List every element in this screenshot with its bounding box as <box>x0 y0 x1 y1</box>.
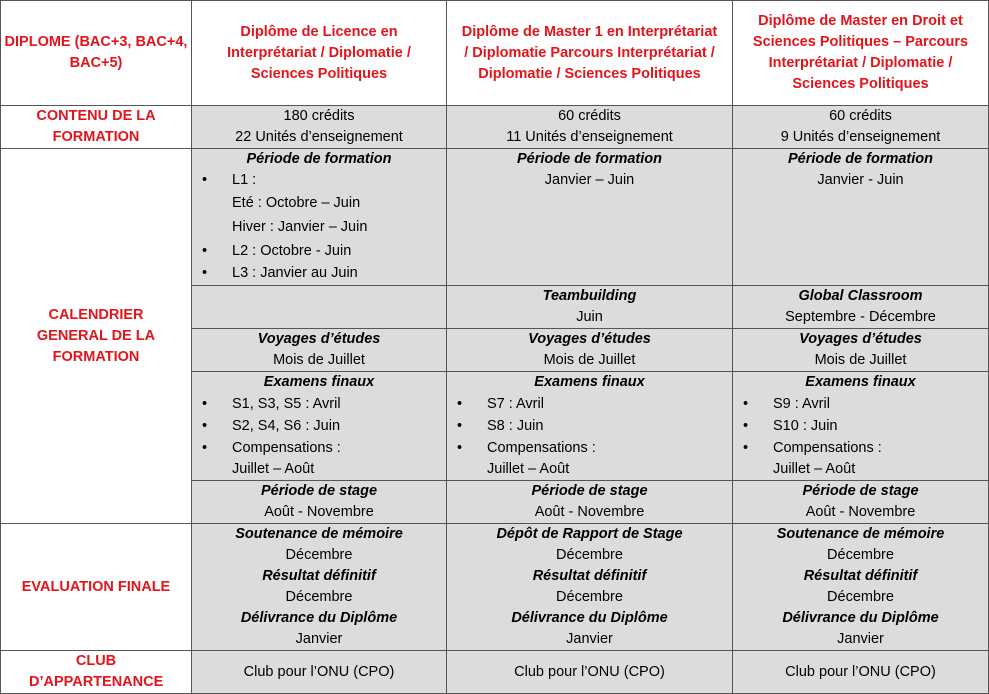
evaluation-row <box>1 524 989 651</box>
list-item: • S2, S4, S6 : Juin <box>192 416 446 437</box>
examens-licence: Examens finaux • S1, S3, S5 : Avril • S2, S4, S6 : Juin • Compensations : Juillet – Août <box>192 372 447 481</box>
list-item: Juillet – Août <box>773 461 856 477</box>
header-row <box>1 1 989 106</box>
contenu-master1: 60 crédits 11 Unités d’enseignement <box>447 106 733 149</box>
club-master: Club pour l’ONU (CPO) <box>733 651 989 694</box>
voyages-master1: Voyages d’études Mois de Juillet <box>447 329 733 372</box>
periode-licence-list <box>192 170 446 284</box>
list-item: Hiver : Janvier – Juin <box>232 219 368 235</box>
list-item: • S10 : Juin <box>733 416 988 437</box>
club-master1: Club pour l’ONU (CPO) <box>447 651 733 694</box>
list-item: • Compensations : <box>447 438 732 459</box>
list-item: • L3 : Janvier au Juin <box>192 263 446 284</box>
periode-row <box>1 149 989 286</box>
stage-master: Période de stage Août - Novembre <box>733 481 989 524</box>
list-item: Juillet – Août <box>232 461 315 477</box>
periode-master1: Période de formation Janvier – Juin <box>447 149 733 286</box>
club-licence: Club pour l’ONU (CPO) <box>192 651 447 694</box>
evaluation-master: Soutenance de mémoire Décembre Résultat définitif Décembre Délivrance du Diplôme Janvier <box>733 524 989 651</box>
contenu-label: CONTENU DE LA FORMATION <box>1 106 192 149</box>
club-label: CLUB D’APPARTENANCE <box>1 651 192 694</box>
examens-master-list <box>733 394 988 480</box>
periode-licence <box>192 149 447 286</box>
list-item: Eté : Octobre – Juin <box>232 195 361 211</box>
periode-master: Période de formation Janvier - Juin <box>733 149 989 286</box>
periode-title: Période de formation <box>246 151 392 167</box>
list-item: • L1 : <box>192 170 446 191</box>
list-item: • S9 : Avril <box>733 394 988 415</box>
special-master1: Teambuilding Juin <box>447 286 733 329</box>
special-licence <box>192 286 447 329</box>
header-diplome: DIPLOME (BAC+3, BAC+4, BAC+5) <box>1 1 192 106</box>
stage-master1: Période de stage Août - Novembre <box>447 481 733 524</box>
special-master: Global Classroom Septembre - Décembre <box>733 286 989 329</box>
list-item: • Compensations : <box>733 438 988 459</box>
stage-licence: Période de stage Août - Novembre <box>192 481 447 524</box>
voyages-master: Voyages d’études Mois de Juillet <box>733 329 989 372</box>
contenu-row <box>1 106 989 149</box>
list-item: Juillet – Août <box>487 461 570 477</box>
voyages-licence: Voyages d’études Mois de Juillet <box>192 329 447 372</box>
evaluation-master1: Dépôt de Rapport de Stage Décembre Résultat définitif Décembre Délivrance du Diplôme Janvier <box>447 524 733 651</box>
header-licence: Diplôme de Licence en Interprétariat / Diplomatie / Sciences Politiques <box>192 1 447 106</box>
evaluation-label: EVALUATION FINALE <box>1 524 192 651</box>
list-item: • L2 : Octobre - Juin <box>192 241 446 262</box>
contenu-master: 60 crédits 9 Unités d’enseignement <box>733 106 989 149</box>
periode-title: Période de formation <box>787 151 934 167</box>
evaluation-licence: Soutenance de mémoire Décembre Résultat définitif Décembre Délivrance du Diplôme Janvier <box>192 524 447 651</box>
header-master1: Diplôme de Master 1 en Interprétariat / Diplomatie Parcours Interprétariat / Diplomatie / Sciences Politiques <box>447 1 733 106</box>
contenu-licence: 180 crédits 22 Unités d’enseignement <box>192 106 447 149</box>
header-master: Diplôme de Master en Droit et Sciences Politiques – Parcours Interprétariat / Diplomatie / Sciences Politiques <box>733 1 989 106</box>
periode-title: Période de formation <box>516 151 663 167</box>
examens-master1-list <box>447 394 732 480</box>
examens-licence-list <box>192 394 446 480</box>
list-item: • S1, S3, S5 : Avril <box>192 394 446 415</box>
list-item: • S8 : Juin <box>447 416 732 437</box>
examens-master: Examens finaux • S9 : Avril • S10 : Juin • Compensations : Juillet – Août <box>733 372 989 481</box>
calendrier-label: CALENDRIER GENERAL DE LA FORMATION <box>1 149 192 524</box>
examens-master1: Examens finaux • S7 : Avril • S8 : Juin • Compensations : Juillet – Août <box>447 372 733 481</box>
list-item: • Compensations : <box>192 438 446 459</box>
club-row <box>1 651 989 694</box>
list-item: • S7 : Avril <box>447 394 732 415</box>
